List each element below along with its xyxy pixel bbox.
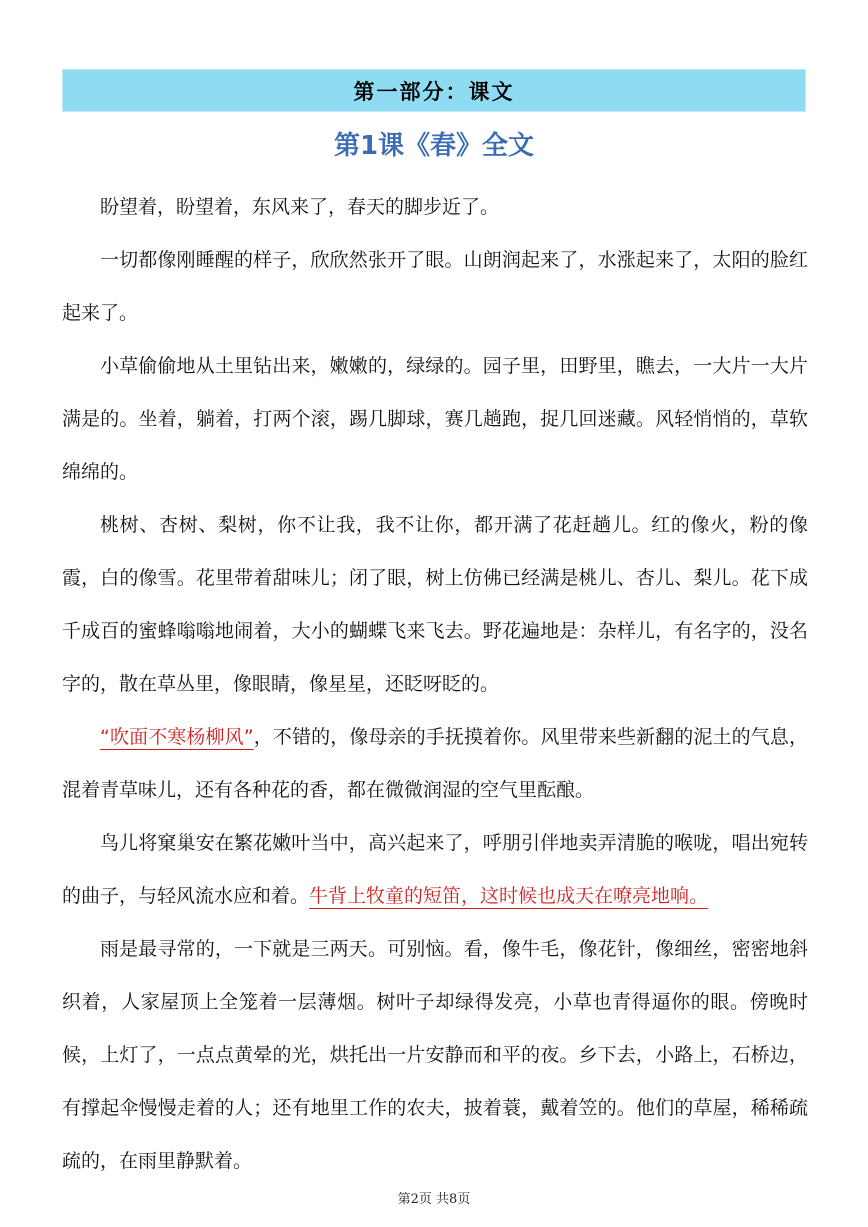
paragraph-3-text: 小草偷偷地从土里钻出来，嫩嫩的，绿绿的。园子里，田野里，瞧去，一大片一大片满是的。坐着，躺着，打两个滚，踢几脚球，赛几趟跑，捉几回迷藏。风轻悄悄的，草软绵绵的。: [62, 355, 808, 483]
page-footer: 第2页 共8页: [397, 1192, 471, 1207]
paragraph-4-text: 桃树、杏树、梨树，你不让我，我不让你，都开满了花赶趟儿。红的像火，粉的像霞，白的像雪。花里带着甜味儿；闭了眼，树上仿佛已经满是桃儿、杏儿、梨儿。花下成千成百的蜜蜂嗡嗡地闹着，大小的蝴蝶飞来飞去。野花遍地是：杂样儿，有名字的，没名字的，散在草丛里，像眼睛，像星星，还眨呀眨的。: [62, 514, 808, 695]
paragraph-3: [62, 340, 808, 499]
paragraph-1: [62, 181, 808, 234]
quote-highlight: “吹面不寒杨柳风”: [100, 726, 254, 748]
paragraph-4: [62, 499, 808, 711]
section-banner-text: 第一部分：课文: [353, 78, 515, 104]
paragraph-7: [62, 923, 808, 1188]
paragraph-7-text: 雨是最寻常的，一下就是三两天。可别恼。看，像牛毛，像花针，像细丝，密密地斜织着，人家屋顶上全笼着一层薄烟。树叶子却绿得发亮，小草也青得逼你的眼。傍晚时候，上灯了，一点点黄晕的光，烘托出一片安静而和平的夜。乡下去，小路上，石桥边，有撑起伞慢慢走着的人；还有地里工作的农夫，披着蓑，戴着笠的。他们的草屋，稀稀疏疏的，在雨里静默着。: [62, 938, 808, 1172]
paragraph-1-text: 盼望着，盼望着，东风来了，春天的脚步近了。: [100, 196, 500, 218]
paragraph-2: [62, 234, 808, 340]
paragraph-6-text: 鸟儿将窠巢安在繁花嫩叶当中，高兴起来了，呼朋引伴地卖弄清脆的喉咙，唱出宛转的曲子，与轻风流水应和着。: [62, 832, 808, 907]
section-banner: [62, 69, 806, 112]
lesson-title: 第1课《春》全文: [333, 131, 535, 161]
paragraph-5-text: ，不错的，像母亲的手抚摸着你。风里带来些新翻的泥土的气息，混着青草味儿，还有各种花的香，都在微微润湿的空气里酝酿。: [62, 726, 808, 801]
paragraph-6: [62, 817, 808, 923]
lesson-body: [62, 181, 808, 1188]
sentence-highlight: 牛背上牧童的短笛，这时候也成天在嘹亮地响。: [309, 885, 709, 907]
paragraph-5: [62, 711, 808, 817]
paragraph-2-text: 一切都像刚睡醒的样子，欣欣然张开了眼。山朗润起来了，水涨起来了，太阳的脸红起来了。: [62, 249, 808, 324]
